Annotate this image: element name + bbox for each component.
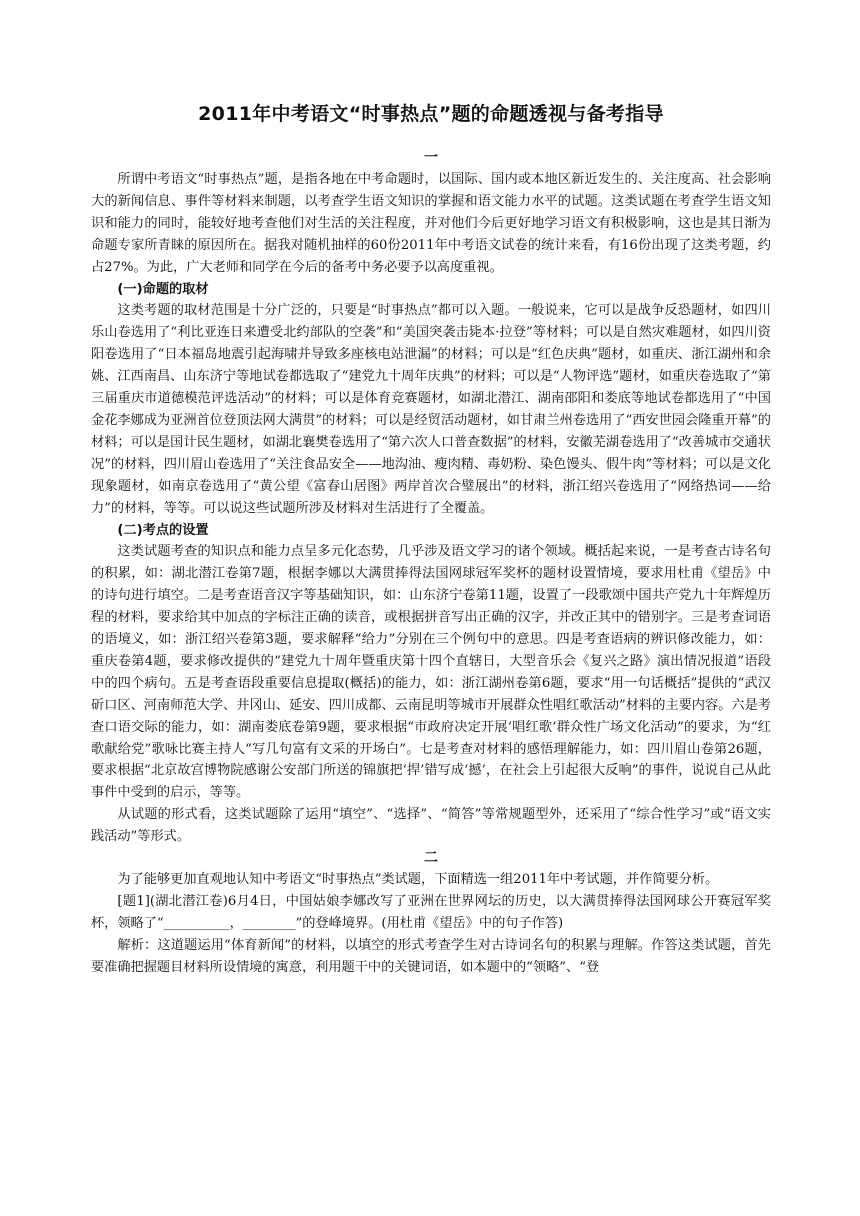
paragraph-analysis-1: 解析：这道题运用“体育新闻”的材料，以填空的形式考查学生对古诗词名句的积累与理解。作答这类试题，首先要准确把握题目材料所设情境的寓意，利用题干中的关键词语，如本题中的“领略”、“登: [91, 937, 771, 975]
section-heading-one: 一: [424, 150, 438, 166]
paragraph-test-points: 这类试题考查的知识点和能力点呈多元化态势，几乎涉及语文学习的诸个领域。概括起来说，一是考查古诗名句的积累，如：湖北潜江卷第7题，根据李娜以大满贯捧得法国网球冠军奖杯的题材设置情境，要求用杜甫《望岳》中的诗句进行填空。二是考查语音汉字等基础知识，如：山东济宁卷第11题，设置了一段歌颂中国共产党九十年辉煌历程的材料，要求给其中加点的字标注正确的读音，或根据拼音写出正确的汉字，并改正其中的错别字。三是考查词语的语境义，如：浙江绍兴卷第3题，要求解释“给力”分别在三个例句中的意思。四是考查语病的辨识修改能力，如：重庆卷第4题，要求修改提供的“建党九十周年暨重庆第十四个直辖日，大型音乐会《复兴之路》演出情况报道”语段中的四个病句。五是考查语段重要信息提取(概括)的能力，如：浙江湖州卷第6题，要求“用一句话概括”提供的“武汉斫口区、河南师范大学、井冈山、延安、四川成都、云南昆明等城市开展群众性唱红歌活动”材料的主要内容。六是考查口语交际的能力，如：湖南娄底卷第9题，要求根据“市政府决定开展‘唱红歌’群众性广场文化活动”的要求，为“红歌献给党”歌咏比赛主持人“写几句富有文采的开场白”。七是考查对材料的感悟理解能力，如：四川眉山卷第26题，要求根据“北京故宫博物院感谢公安部门所送的锦旗把‘捍’错写成‘撼’，在社会上引起很大反响”的事件，说说自己从此事件中受到的启示，等等。: [91, 544, 771, 801]
paragraph-question-forms: 从试题的形式看，这类试题除了运用“填空”、“选择”、“简答”等常规题型外，还采用了“综合性学习”或“语文实践活动”等形式。: [91, 807, 771, 845]
paragraph-question-1: [题1](湖北潜江卷)6月4日，中国姑娘李娜改写了亚洲在世界网坛的历史，以大满贯捧得法国网球公开赛冠军奖杯，领略了“__________，________”的登峰境界。(用杜甫《望岳》中的句子作答): [91, 894, 771, 931]
subheading-test-points: (二)考点的设置: [117, 522, 209, 538]
document-page: [91, 96, 771, 979]
section-heading-two: 二: [424, 850, 438, 867]
subheading-topic-material: (一)命题的取材: [117, 281, 209, 297]
paragraph-section-two-intro: 为了能够更加直观地认知中考语文“时事热点”类试题，下面精选一组2011年中考试题，并作简要分析。: [117, 872, 719, 888]
paragraph-material: 这类考题的取材范围是十分广泛的，只要是“时事热点”都可以入题。一般说来，它可以是战争反恐题材，如四川乐山卷选用了“利比亚连日来遭受北约部队的空袭”和“美国突袭击毙本·拉登”等材料；可以是自然灾难题材，如四川资阳卷选用了“日本福岛地震引起海啸并导致多座核电站泄漏”的材料；可以是“红色庆典”题材，如重庆、浙江湖州和余姚、江西南昌、山东济宁等地试卷都选取了“建党九十周年庆典”的材料；可以是“人物评选”题材，如重庆卷选取了“第三届重庆市道德模范评选活动”的材料；可以是体育竞赛题材，如湖北潜江、湖南邵阳和娄底等地试卷都选用了“中国金花李娜成为亚洲首位登顶法网大满贯”的材料；可以是经贸活动题材，如甘肃兰州卷选用了“西安世园会隆重开幕”的材料；可以是国计民生题材，如湖北襄樊卷选用了“第六次人口普查数据”的材料，安徽芜湖卷选用了“改善城市交通状况”的材料，四川眉山卷选用了“关注食品安全——地沟油、瘦肉精、毒奶粉、染色馒头、假牛肉”等材料；可以是文化现象题材，如南京卷选用了“黄公望《富春山居图》两岸首次合璧展出”的材料，浙江绍兴卷选用了“网络热词——给力”的材料，等等。可以说这些试题所涉及材料对生活进行了全覆盖。: [91, 303, 771, 516]
paragraph-intro: 所谓中考语文“时事热点”题，是指各地在中考命题时，以国际、国内或本地区新近发生的、关注度高、社会影响大的新闻信息、事件等材料来制题，以考查学生语文知识的掌握和语文能力水平的试题。这类试题在考查学生语文知识和能力的同时，能较好地考查他们对生活的关注程度，并对他们今后更好地学习语文有积极影响，这也是其日渐为命题专家所青睐的原因所在。据我对随机抽样的60份2011年中考语文试卷的统计来看，有16份出现了这类考题，约占27%。为此，广大老师和同学在今后的备考中务必要予以高度重视。: [91, 172, 771, 275]
document-title: 2011年中考语文“时事热点”题的命题透视与备考指导: [198, 103, 664, 125]
